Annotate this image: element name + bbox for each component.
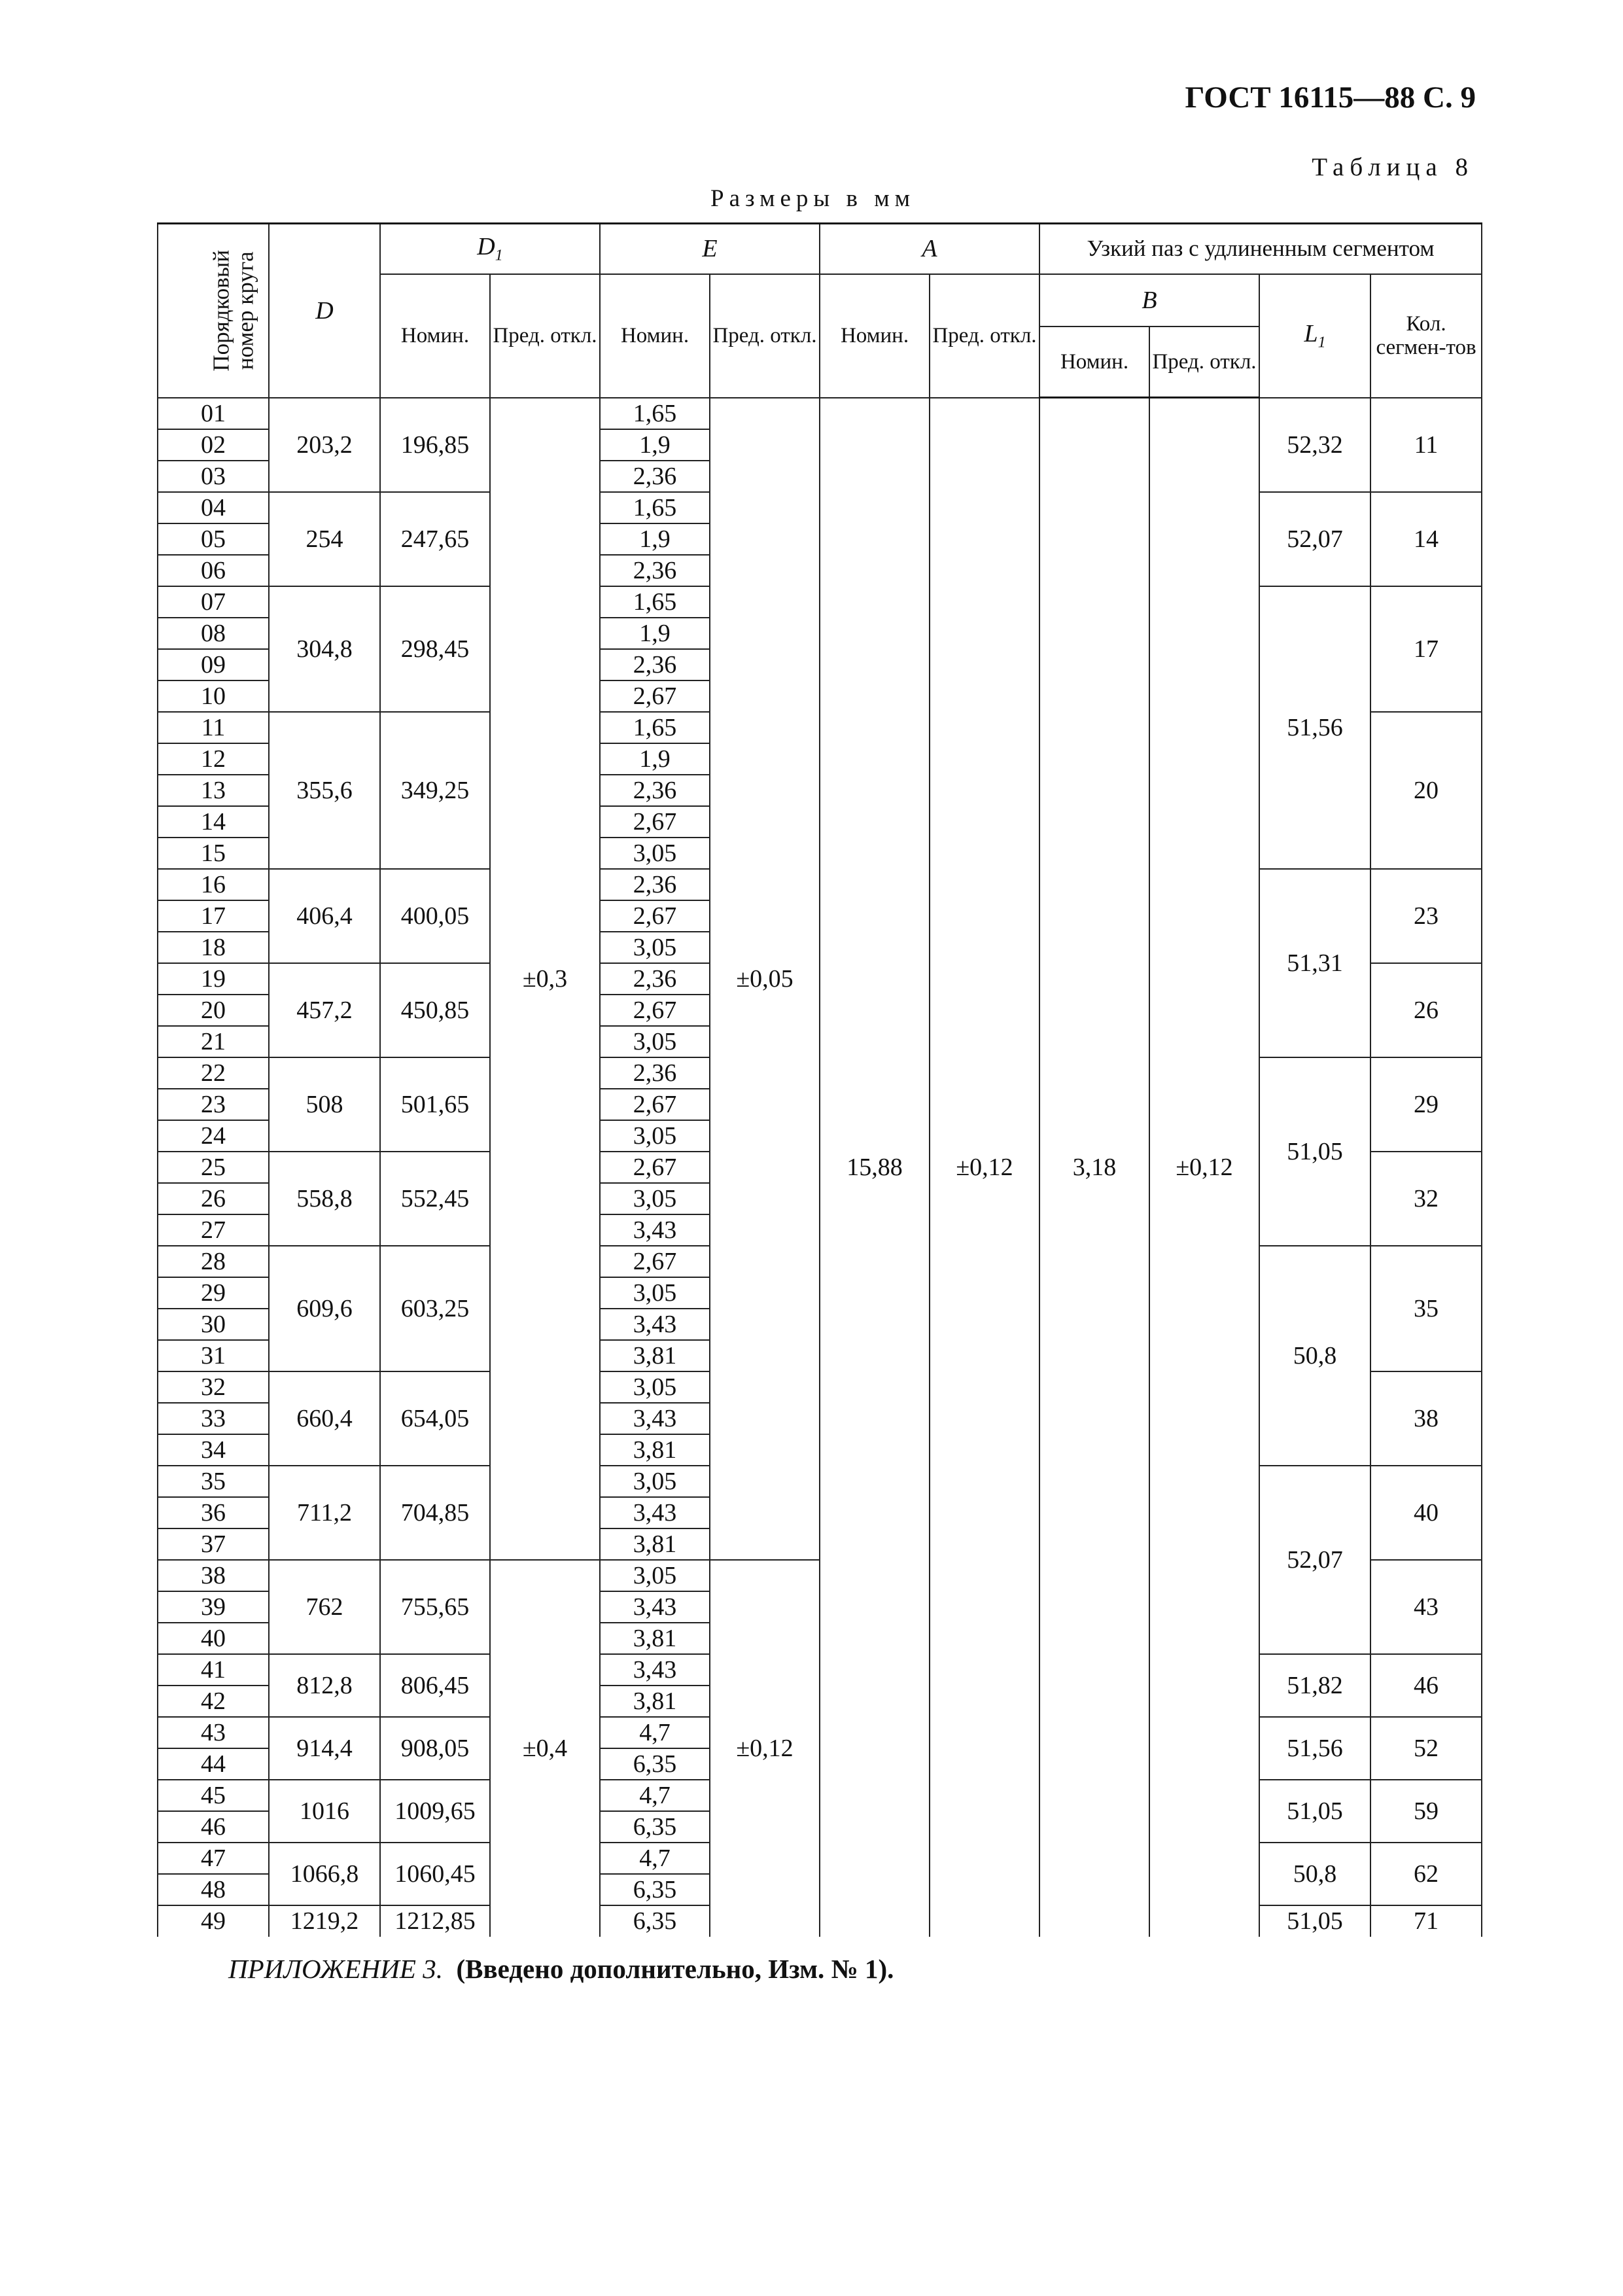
row-number: 40 (158, 1623, 269, 1654)
e-nominal-header: Номин. (600, 274, 710, 398)
d-value: 914,4 (269, 1717, 380, 1780)
e-nominal: 1,65 (600, 586, 710, 618)
e-nominal: 4,7 (600, 1780, 710, 1811)
d1-nominal: 196,85 (380, 398, 490, 492)
segments-count: 52 (1370, 1717, 1482, 1780)
row-number: 45 (158, 1780, 269, 1811)
d1-nominal: 1009,65 (380, 1780, 490, 1843)
row-number: 27 (158, 1214, 269, 1246)
row-number: 24 (158, 1120, 269, 1152)
d1-nominal: 298,45 (380, 586, 490, 712)
d-value: 812,8 (269, 1654, 380, 1717)
segments-count: 29 (1370, 1057, 1482, 1152)
d-value: 609,6 (269, 1246, 380, 1371)
row-number: 42 (158, 1686, 269, 1717)
e-nominal: 3,05 (600, 838, 710, 869)
row-number: 05 (158, 523, 269, 555)
a-tolerance: ±0,12 (930, 398, 1039, 1937)
row-number: 33 (158, 1403, 269, 1434)
row-number: 03 (158, 461, 269, 492)
d-value: 1016 (269, 1780, 380, 1843)
order-number-header-text: Порядковый номер круга (208, 249, 258, 372)
e-nominal: 3,43 (600, 1591, 710, 1623)
l1-value: 51,05 (1259, 1057, 1370, 1246)
l1-value: 52,07 (1259, 492, 1370, 586)
e-nominal: 3,05 (600, 1466, 710, 1497)
d1-tolerance: ±0,3 (490, 398, 600, 1560)
segments-count: 38 (1370, 1371, 1482, 1466)
row-number: 06 (158, 555, 269, 586)
row-number: 15 (158, 838, 269, 869)
e-nominal: 3,05 (600, 1371, 710, 1403)
e-tolerance-header: Пред. откл. (710, 274, 820, 398)
l1-value: 51,56 (1259, 586, 1370, 869)
d-value: 1066,8 (269, 1843, 380, 1905)
e-nominal: 3,05 (600, 1183, 710, 1214)
e-nominal: 3,43 (600, 1497, 710, 1528)
row-number: 08 (158, 618, 269, 649)
d-value: 762 (269, 1560, 380, 1654)
segments-count: 59 (1370, 1780, 1482, 1843)
d-value: 406,4 (269, 869, 380, 963)
b-tolerance-header: Пред. откл. (1149, 327, 1259, 398)
a-nominal-header: Номин. (820, 274, 930, 398)
e-nominal: 2,67 (600, 680, 710, 712)
d1-nominal: 704,85 (380, 1466, 490, 1560)
d1-nominal: 755,65 (380, 1560, 490, 1654)
e-nominal: 2,36 (600, 555, 710, 586)
d1-nominal: 400,05 (380, 869, 490, 963)
d1-header-sub: 1 (495, 247, 503, 264)
row-number: 38 (158, 1560, 269, 1591)
l1-header-main: L (1304, 319, 1318, 347)
row-number: 22 (158, 1057, 269, 1089)
d1-nominal: 450,85 (380, 963, 490, 1057)
row-number: 12 (158, 743, 269, 775)
l1-value: 51,05 (1259, 1905, 1370, 1937)
e-nominal: 2,36 (600, 461, 710, 492)
row-number: 02 (158, 429, 269, 461)
l1-value: 52,32 (1259, 398, 1370, 492)
d1-header-main: D (477, 232, 495, 260)
e-nominal: 3,05 (600, 1120, 710, 1152)
e-nominal: 2,36 (600, 775, 710, 806)
segments-count: 46 (1370, 1654, 1482, 1717)
e-nominal: 3,05 (600, 1277, 710, 1309)
e-nominal: 2,36 (600, 869, 710, 900)
e-nominal: 3,05 (600, 932, 710, 963)
d-value: 558,8 (269, 1152, 380, 1246)
segments-count: 32 (1370, 1152, 1482, 1246)
segments-count: 62 (1370, 1843, 1482, 1905)
d1-nominal: 247,65 (380, 492, 490, 586)
d1-nominal: 908,05 (380, 1717, 490, 1780)
e-nominal: 1,9 (600, 618, 710, 649)
d1-nominal: 1212,85 (380, 1905, 490, 1937)
e-nominal: 2,67 (600, 1152, 710, 1183)
d1-nominal: 552,45 (380, 1152, 490, 1246)
segments-count: 17 (1370, 586, 1482, 712)
e-nominal: 3,43 (600, 1309, 710, 1340)
row-number: 32 (158, 1371, 269, 1403)
l1-value: 50,8 (1259, 1843, 1370, 1905)
b-nominal: 3,18 (1039, 398, 1149, 1937)
d1-nominal: 501,65 (380, 1057, 490, 1152)
row-number: 21 (158, 1026, 269, 1057)
order-number-header (158, 224, 269, 398)
row-number: 11 (158, 712, 269, 743)
b-tolerance: ±0,12 (1149, 398, 1259, 1937)
row-number: 30 (158, 1309, 269, 1340)
footnote-text: (Введено дополнительно, Изм. № 1). (456, 1954, 894, 1984)
e-header: E (600, 224, 820, 274)
d1-nominal: 654,05 (380, 1371, 490, 1466)
a-tolerance-header: Пред. откл. (930, 274, 1039, 398)
b-header: B (1039, 274, 1259, 327)
e-tolerance: ±0,12 (710, 1560, 820, 1937)
segments-count: 43 (1370, 1560, 1482, 1654)
e-nominal: 3,05 (600, 1560, 710, 1591)
e-nominal: 2,67 (600, 1089, 710, 1120)
l1-value: 51,56 (1259, 1717, 1370, 1780)
d-header: D (269, 224, 380, 398)
e-nominal: 1,9 (600, 429, 710, 461)
e-nominal: 2,67 (600, 1246, 710, 1277)
row-number: 29 (158, 1277, 269, 1309)
row-number: 48 (158, 1874, 269, 1905)
row-number: 25 (158, 1152, 269, 1183)
units-caption: Размеры в мм (710, 185, 916, 212)
d-value: 457,2 (269, 963, 380, 1057)
row-number: 16 (158, 869, 269, 900)
l1-header-sub: 1 (1318, 334, 1326, 351)
e-nominal: 3,81 (600, 1686, 710, 1717)
table-label: Таблица 8 (1312, 153, 1474, 181)
d1-nominal: 1060,45 (380, 1843, 490, 1905)
row-number: 34 (158, 1434, 269, 1466)
d-value: 254 (269, 492, 380, 586)
d-value: 711,2 (269, 1466, 380, 1560)
segments-count: 11 (1370, 398, 1482, 492)
row-number: 46 (158, 1811, 269, 1843)
d-value: 304,8 (269, 586, 380, 712)
e-nominal: 2,67 (600, 900, 710, 932)
dimensions-table (157, 222, 1482, 1937)
row-number: 37 (158, 1528, 269, 1560)
row-number: 26 (158, 1183, 269, 1214)
row-number: 31 (158, 1340, 269, 1371)
e-nominal: 6,35 (600, 1811, 710, 1843)
segments-count: 14 (1370, 492, 1482, 586)
e-nominal: 2,67 (600, 995, 710, 1026)
row-number: 18 (158, 932, 269, 963)
row-number: 10 (158, 680, 269, 712)
segments-count: 71 (1370, 1905, 1482, 1937)
d-value: 508 (269, 1057, 380, 1152)
d1-nominal: 349,25 (380, 712, 490, 869)
row-number: 36 (158, 1497, 269, 1528)
table-row (158, 398, 1482, 429)
row-number: 14 (158, 806, 269, 838)
e-nominal: 3,05 (600, 1026, 710, 1057)
row-number: 04 (158, 492, 269, 523)
e-nominal: 6,35 (600, 1748, 710, 1780)
d1-nominal: 603,25 (380, 1246, 490, 1371)
e-nominal: 2,36 (600, 649, 710, 680)
e-nominal: 3,43 (600, 1214, 710, 1246)
row-number: 01 (158, 398, 269, 429)
e-nominal: 1,65 (600, 492, 710, 523)
e-nominal: 3,43 (600, 1403, 710, 1434)
e-nominal: 1,65 (600, 712, 710, 743)
row-number: 19 (158, 963, 269, 995)
d-value: 203,2 (269, 398, 380, 492)
e-nominal: 2,36 (600, 963, 710, 995)
row-number: 20 (158, 995, 269, 1026)
e-nominal: 3,81 (600, 1528, 710, 1560)
e-nominal: 2,67 (600, 806, 710, 838)
table-body (158, 398, 1482, 1937)
row-number: 09 (158, 649, 269, 680)
row-number: 39 (158, 1591, 269, 1623)
row-number: 41 (158, 1654, 269, 1686)
d1-nominal-header: Номин. (380, 274, 490, 398)
segments-count-header: Кол. сегмен-тов (1370, 274, 1482, 398)
d-value: 355,6 (269, 712, 380, 869)
e-nominal: 1,65 (600, 398, 710, 429)
e-nominal: 3,81 (600, 1434, 710, 1466)
e-nominal: 1,9 (600, 523, 710, 555)
segments-count: 20 (1370, 712, 1482, 869)
l1-value: 51,31 (1259, 869, 1370, 1057)
e-nominal: 2,36 (600, 1057, 710, 1089)
d1-tolerance-header: Пред. откл. (490, 274, 600, 398)
segments-count: 35 (1370, 1246, 1482, 1371)
a-header: A (820, 224, 1039, 274)
segments-count: 40 (1370, 1466, 1482, 1560)
page-header: ГОСТ 16115—88 С. 9 (1185, 80, 1476, 115)
e-nominal: 6,35 (600, 1874, 710, 1905)
l1-value: 51,82 (1259, 1654, 1370, 1717)
row-number: 49 (158, 1905, 269, 1937)
l1-header (1259, 274, 1370, 398)
row-number: 43 (158, 1717, 269, 1748)
b-nominal-header: Номин. (1039, 327, 1149, 398)
row-number: 47 (158, 1843, 269, 1874)
segments-count: 26 (1370, 963, 1482, 1057)
segments-count: 23 (1370, 869, 1482, 963)
e-nominal: 1,9 (600, 743, 710, 775)
e-nominal: 3,81 (600, 1340, 710, 1371)
e-nominal: 4,7 (600, 1717, 710, 1748)
footnote-label: ПРИЛОЖЕНИЕ 3. (228, 1954, 443, 1984)
d1-nominal: 806,45 (380, 1654, 490, 1717)
narrow-slot-header: Узкий паз с удлиненным сегментом (1039, 224, 1482, 274)
row-number: 17 (158, 900, 269, 932)
e-nominal: 3,43 (600, 1654, 710, 1686)
e-tolerance: ±0,05 (710, 398, 820, 1560)
row-number: 07 (158, 586, 269, 618)
d-value: 660,4 (269, 1371, 380, 1466)
e-nominal: 3,81 (600, 1623, 710, 1654)
row-number: 23 (158, 1089, 269, 1120)
a-nominal: 15,88 (820, 398, 930, 1937)
footnote (228, 1953, 894, 1985)
l1-value: 52,07 (1259, 1466, 1370, 1654)
l1-value: 51,05 (1259, 1780, 1370, 1843)
d1-header (380, 224, 600, 274)
e-nominal: 6,35 (600, 1905, 710, 1937)
row-number: 44 (158, 1748, 269, 1780)
e-nominal: 4,7 (600, 1843, 710, 1874)
row-number: 28 (158, 1246, 269, 1277)
d1-tolerance: ±0,4 (490, 1560, 600, 1937)
l1-value: 50,8 (1259, 1246, 1370, 1466)
d-value: 1219,2 (269, 1905, 380, 1937)
row-number: 35 (158, 1466, 269, 1497)
row-number: 13 (158, 775, 269, 806)
